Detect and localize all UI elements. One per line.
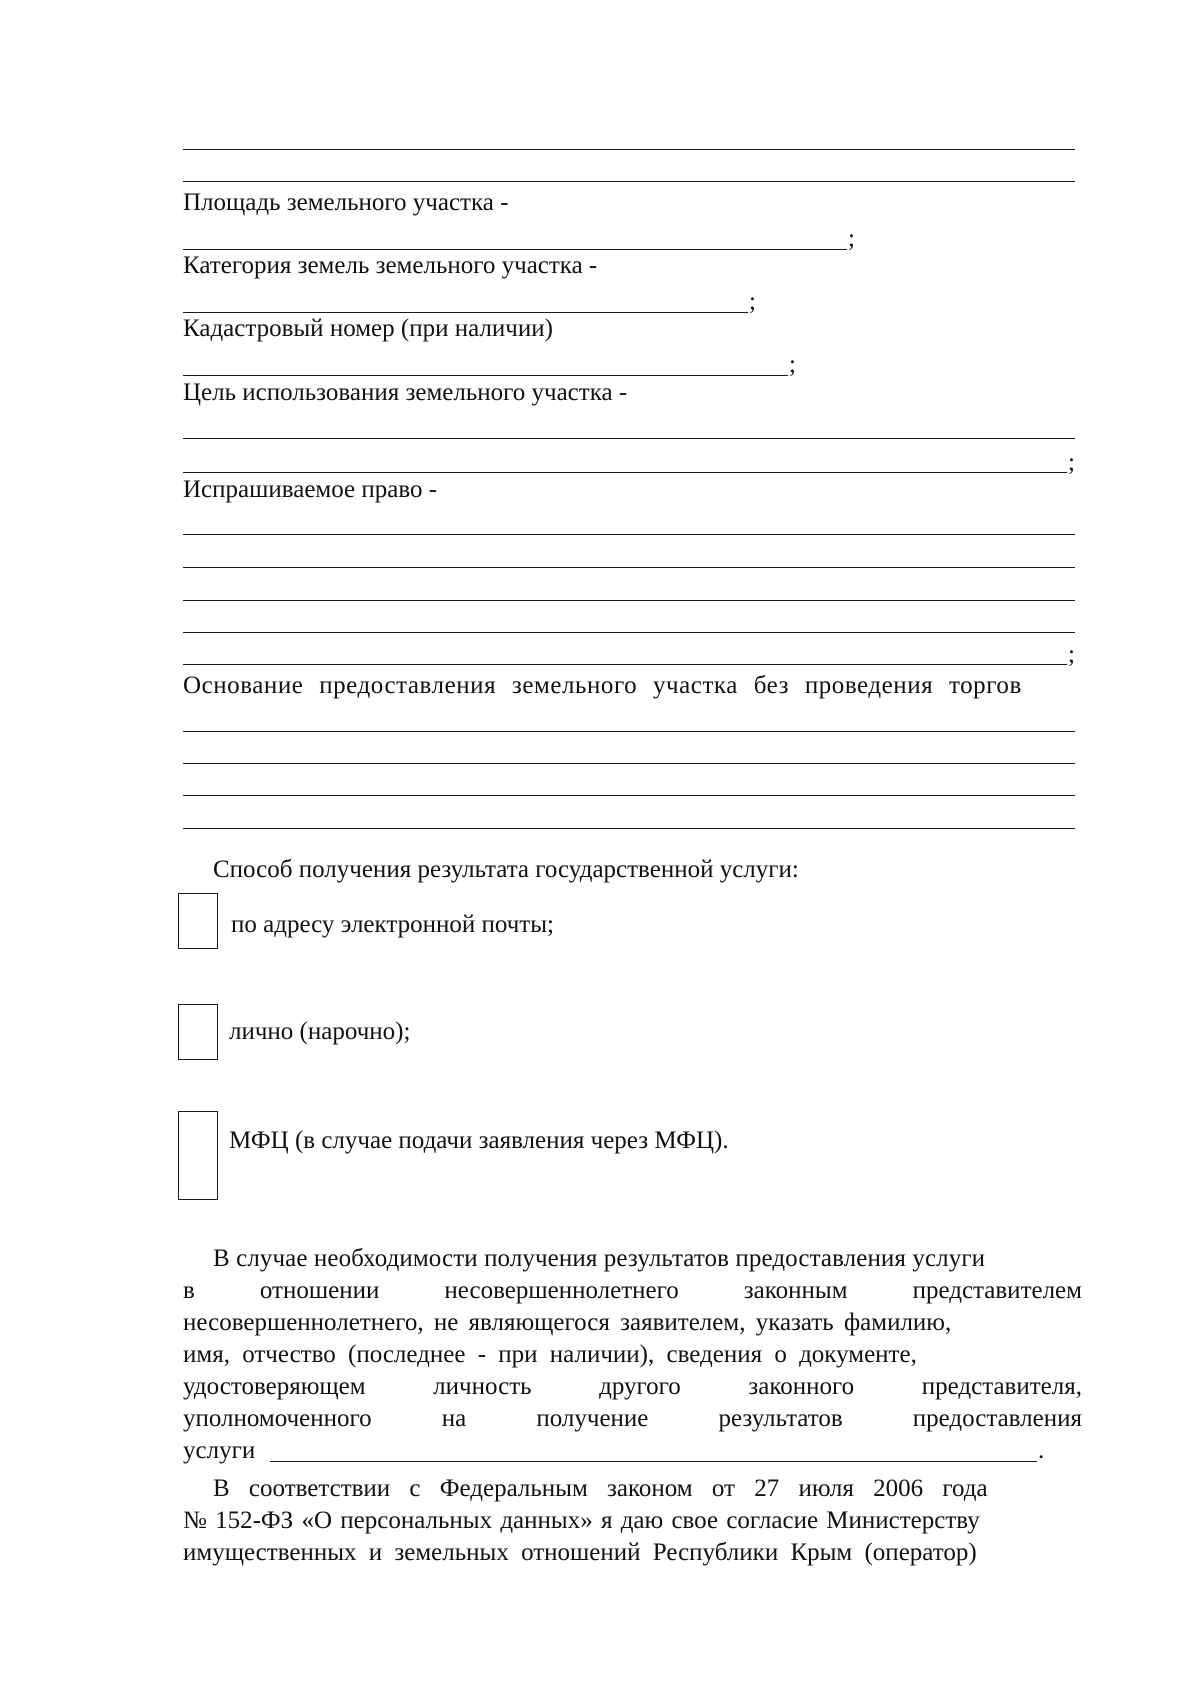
basis-label-text: Основание предоставления земельного участка без проведения торгов — [183, 672, 1022, 699]
line-text: № 152-ФЗ «О персональных данных» я даю свое согласие Министерству — [183, 1507, 980, 1534]
right-input-line[interactable] — [183, 600, 1075, 601]
right-label: Испрашиваемое право - — [183, 476, 438, 503]
right-input-line[interactable] — [183, 567, 1075, 568]
minor-paragraph-line: В случае необходимости получения результатов предоставления услуги — [213, 1245, 986, 1272]
in-person-checkbox[interactable] — [178, 1004, 218, 1060]
word: в — [183, 1277, 195, 1304]
basis-input-line[interactable] — [183, 763, 1075, 764]
word: представителем — [912, 1277, 1082, 1304]
purpose-input-line[interactable] — [183, 438, 1075, 439]
category-label: Категория земель земельного участка - — [183, 252, 598, 279]
purpose-label: Цель использования земельного участка - — [183, 379, 628, 406]
word: другого — [599, 1373, 681, 1400]
consent-paragraph-line — [213, 1474, 1082, 1504]
semicolon: ; — [749, 288, 756, 315]
basis-input-line[interactable] — [183, 795, 1075, 796]
minor-paragraph-line — [183, 1276, 1082, 1306]
basis-input-line[interactable] — [183, 828, 1075, 829]
line-text: имущественных и земельных отношений Республики Крым (оператор) — [183, 1539, 977, 1566]
delivery-heading: Способ получения результата государственной услуги: — [213, 856, 799, 883]
email-checkbox[interactable] — [178, 893, 218, 949]
purpose-input-line[interactable] — [183, 472, 1067, 473]
word: законным — [743, 1277, 848, 1304]
delivery-option-email: по адресу электронной почты; — [231, 911, 554, 938]
word: результатов — [718, 1405, 843, 1432]
delivery-option-in-person: лично (нарочно); — [229, 1018, 411, 1045]
right-input-line[interactable] — [183, 632, 1075, 633]
area-input-line[interactable] — [183, 249, 847, 250]
word: представителя, — [921, 1373, 1082, 1400]
word: на — [441, 1405, 467, 1432]
word: получение — [536, 1405, 649, 1432]
consent-paragraph-line — [183, 1506, 1082, 1536]
representative-input-line[interactable] — [270, 1461, 1037, 1462]
word: законного — [748, 1373, 855, 1400]
minor-paragraph-line — [183, 1308, 1082, 1338]
minor-paragraph-line — [183, 1436, 255, 1466]
blank-line[interactable] — [183, 149, 1075, 150]
right-input-line[interactable] — [183, 534, 1075, 535]
semicolon: ; — [789, 351, 796, 378]
word: удостоверяющем — [183, 1373, 366, 1400]
word: несовершеннолетнего — [444, 1277, 679, 1304]
minor-paragraph-line — [183, 1340, 1082, 1370]
basis-label — [183, 671, 1082, 701]
semicolon: ; — [1068, 449, 1075, 476]
minor-paragraph-line — [183, 1404, 1082, 1434]
line-text: имя, отчество (последнее - при наличии), сведения о документе, — [183, 1341, 917, 1368]
cadastral-label: Кадастровый номер (при наличии) — [183, 315, 553, 342]
consent-paragraph-line — [183, 1538, 1082, 1568]
line-prefix: услуги — [183, 1437, 256, 1464]
word: отношении — [259, 1277, 380, 1304]
delivery-option-mfc: МФЦ (в случае подачи заявления через МФЦ). — [229, 1127, 729, 1154]
minor-paragraph-line — [183, 1372, 1082, 1402]
blank-line[interactable] — [183, 181, 1075, 182]
word: предоставления — [912, 1405, 1082, 1432]
area-label: Площадь земельного участка - — [183, 189, 509, 216]
semicolon: ; — [1068, 641, 1075, 668]
right-input-line[interactable] — [183, 664, 1067, 665]
category-input-line[interactable] — [183, 312, 748, 313]
period: . — [1038, 1437, 1045, 1464]
mfc-checkbox[interactable] — [178, 1111, 218, 1200]
word: личность — [433, 1373, 532, 1400]
line-text: В соответствии с Федеральным законом от 27 июля 2006 года — [213, 1475, 988, 1502]
cadastral-input-line[interactable] — [183, 375, 788, 376]
line-text: несовершеннолетнего, не являющегося заявителем, указать фамилию, — [183, 1309, 952, 1336]
semicolon: ; — [848, 225, 855, 252]
basis-input-line[interactable] — [183, 731, 1075, 732]
word: уполномоченного — [183, 1405, 372, 1432]
